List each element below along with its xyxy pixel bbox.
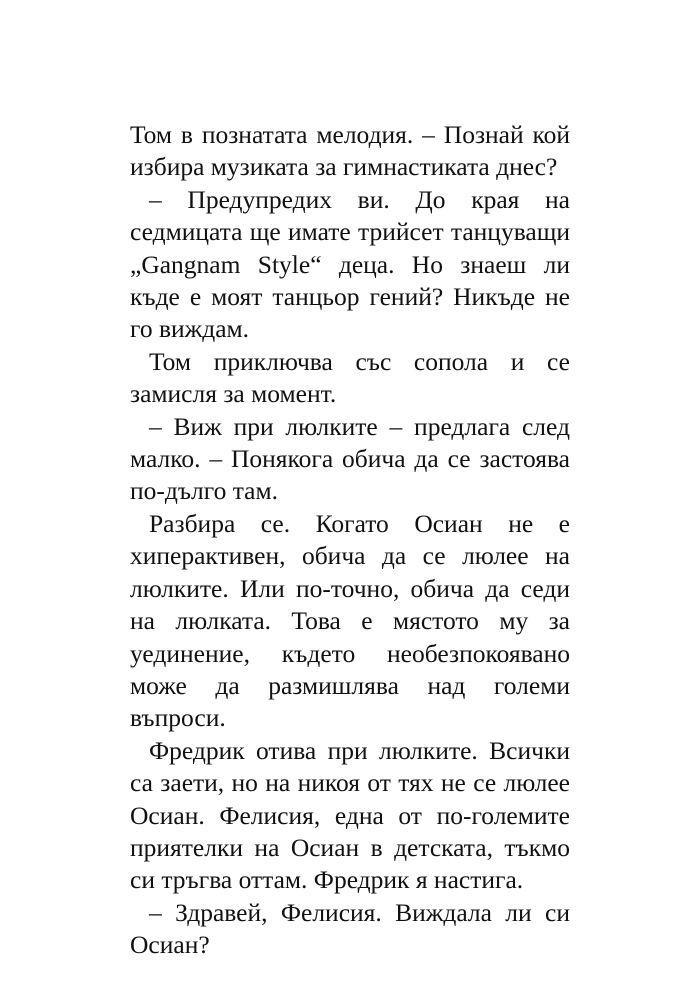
paragraph-4: – Виж при люлките – предлага след малко. – Понякога обича да се застоява по-дълго там. [130,411,570,506]
page-text [130,119,570,962]
paragraph-7: – Здравей, Фелисия. Виждала ли си Осиан? [130,897,570,960]
paragraph-1: Том в познатата мелодия. – Познай кой избира музиката за гимнастиката днес? [130,120,570,182]
paragraph-6: Фредрик отива при люлките. Всички са заети, но на никоя от тях не се люлее Осиан. Фелисия, една от по-големите приятелки на Осиан в детската, тъкмо си тръгва оттам. Фредрик я настига. [130,735,570,895]
paragraph-3: Том приключва със сопола и се замисля за момент. [130,346,570,409]
paragraph-2: – Предупредих ви. До края на седмицата ще имате трийсет танцуващи „Gangnam Style“ деца. Но знаеш ли къде е моят танцьор гений? Никъде не го виждам. [130,184,570,344]
paragraph-5: Разбира се. Когато Осиан не е хиперактивен, обича да се люлее на люлките. Или по-точно, обича да седи на люлката. Това е мястото му за уединение, където необезпокоявано може да размишлява над големи въпроси. [130,508,570,733]
